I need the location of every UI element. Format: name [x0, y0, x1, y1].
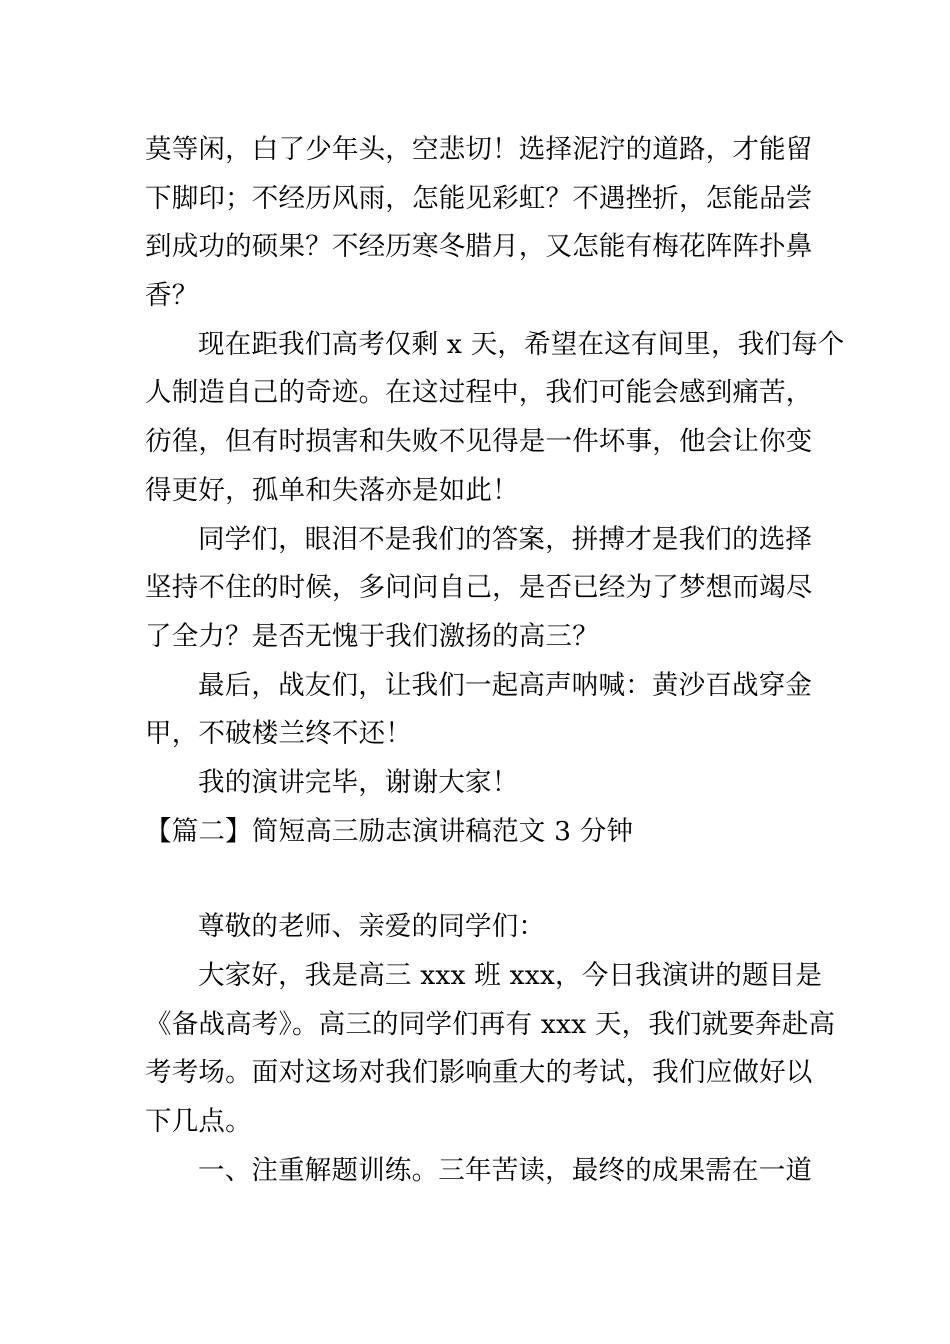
text-line: 我的演讲完毕，谢谢大家！: [198, 766, 519, 798]
text-line: 现在距我们高考仅剩 x 天，希望在这有间里，我们每个: [198, 328, 845, 360]
text-line: 《备战高考》。高三的同学们再有 xxx 天，我们就要奔赴高: [145, 1008, 836, 1040]
paragraph: [145, 126, 813, 321]
text-line: 到成功的硕果？不经历寒冬腊月，又怎能有梅花阵阵扑鼻: [145, 231, 813, 263]
paragraph: [145, 321, 845, 516]
salutation: 尊敬的老师、亲爱的同学们：: [198, 911, 546, 943]
section-heading: 【篇二】简短高三励志演讲稿范文 3 分钟: [145, 815, 634, 847]
text-line: 甲，不破楼兰终不还！: [145, 718, 412, 750]
text-line: 彷徨，但有时损害和失败不见得是一件坏事，他会让你变: [145, 426, 813, 458]
text-line: 下几点。: [145, 1106, 252, 1138]
text-line: 大家好，我是高三 xxx 班 xxx，今日我演讲的题目是: [198, 960, 823, 991]
text-line: 莫等闲，白了少年头，空悲切！选择泥泞的道路，才能留: [145, 134, 813, 165]
text-line: 一、注重解题训练。三年苦读，最终的成果需在一道: [198, 1154, 813, 1186]
document-body: [145, 126, 845, 1195]
text-line: 考考场。面对这场对我们影响重大的考试，我们应做好以: [145, 1057, 813, 1089]
paragraph: [145, 903, 809, 952]
paragraph: [145, 1147, 813, 1196]
text-line: 坚持不住的时候，多问问自己，是否已经为了梦想而竭尽: [145, 572, 813, 604]
paragraph: [145, 759, 809, 808]
text-line: 最后，战友们，让我们一起高声呐喊：黄沙百战穿金: [198, 669, 813, 701]
paragraph: [145, 662, 813, 759]
text-line: 下脚印；不经历风雨，怎能见彩虹？不遇挫折，怎能品尝: [145, 182, 813, 214]
text-line: 同学们，眼泪不是我们的答案，拼搏才是我们的选择: [198, 523, 813, 555]
paragraph: [145, 952, 836, 1147]
text-line: 香？: [145, 280, 199, 312]
blank-space: [145, 856, 809, 903]
text-line: 人制造自己的奇迹。在这过程中，我们可能会感到痛苦，: [145, 377, 813, 409]
text-line: 得更好，孤单和失落亦是如此！: [145, 474, 519, 506]
paragraph: [145, 516, 813, 662]
text-line: 了全力？是否无愧于我们激扬的高三？: [145, 620, 599, 652]
